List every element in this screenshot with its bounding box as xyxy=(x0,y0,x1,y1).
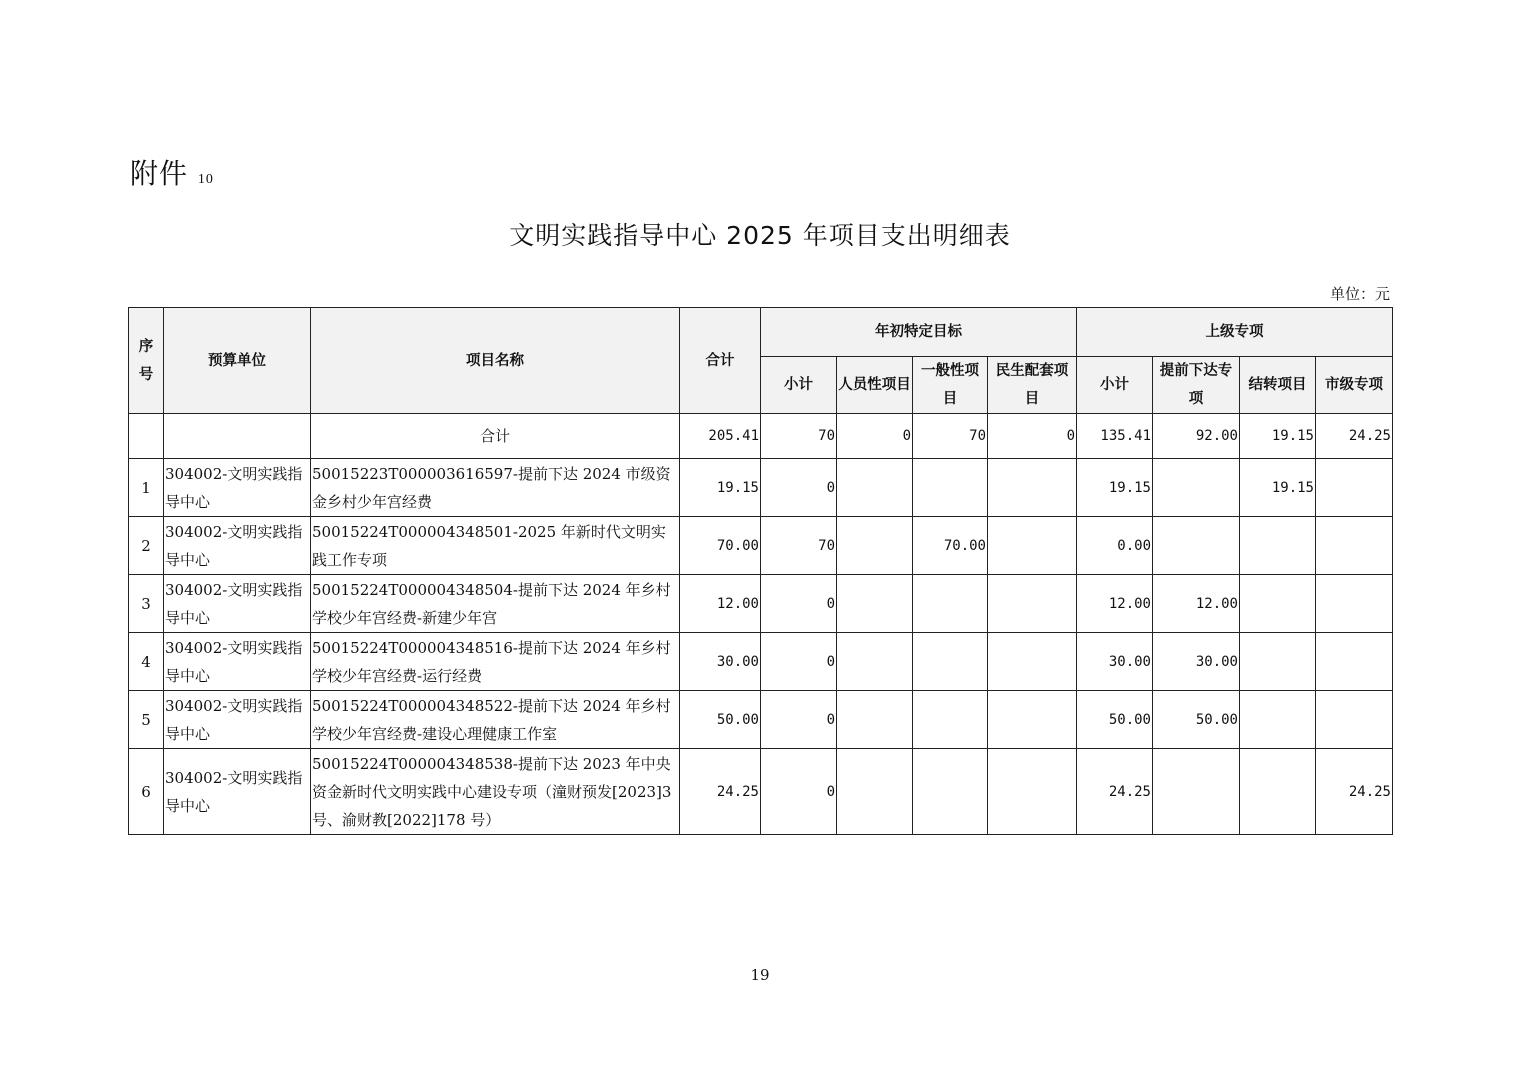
total-carryover: 19.15 xyxy=(1240,414,1316,459)
row-upper-subtotal: 30.00 xyxy=(1077,633,1153,691)
row-livelihood xyxy=(988,517,1077,575)
header-carryover: 结转项目 xyxy=(1240,357,1316,414)
table-row xyxy=(129,459,1393,517)
row-total: 70.00 xyxy=(680,517,761,575)
total-initial-subtotal: 70 xyxy=(761,414,837,459)
header-upper-subtotal: 小计 xyxy=(1077,357,1153,414)
attachment-label xyxy=(130,152,214,192)
row-unit: 304002-文明实践指导中心 xyxy=(164,691,311,749)
header-initial-subtotal: 小计 xyxy=(761,357,837,414)
row-general: 70.00 xyxy=(913,517,988,575)
row-initial-subtotal: 0 xyxy=(761,633,837,691)
row-general xyxy=(913,459,988,517)
row-seq: 6 xyxy=(129,749,164,835)
row-carryover: 19.15 xyxy=(1240,459,1316,517)
row-general xyxy=(913,575,988,633)
row-initial-subtotal: 0 xyxy=(761,575,837,633)
row-unit: 304002-文明实践指导中心 xyxy=(164,633,311,691)
header-municipal: 市级专项 xyxy=(1316,357,1393,414)
row-carryover xyxy=(1240,749,1316,835)
row-initial-subtotal: 0 xyxy=(761,459,837,517)
row-advance xyxy=(1153,749,1240,835)
table-row xyxy=(129,691,1393,749)
row-seq: 4 xyxy=(129,633,164,691)
table-row xyxy=(129,633,1393,691)
row-personnel xyxy=(837,575,913,633)
row-unit: 304002-文明实践指导中心 xyxy=(164,517,311,575)
attachment-number: 10 xyxy=(197,172,214,187)
row-total: 24.25 xyxy=(680,749,761,835)
row-personnel xyxy=(837,691,913,749)
row-seq: 2 xyxy=(129,517,164,575)
row-carryover xyxy=(1240,691,1316,749)
row-advance: 50.00 xyxy=(1153,691,1240,749)
header-seq: 序号 xyxy=(129,308,164,414)
row-carryover xyxy=(1240,633,1316,691)
total-general: 70 xyxy=(913,414,988,459)
row-advance xyxy=(1153,517,1240,575)
header-personnel: 人员性项目 xyxy=(837,357,913,414)
document-title: 文明实践指导中心 2025 年项目支出明细表 xyxy=(509,221,1011,250)
page-number: 19 xyxy=(750,966,770,984)
total-total: 205.41 xyxy=(680,414,761,459)
total-livelihood: 0 xyxy=(988,414,1077,459)
row-project: 50015224T000004348516-提前下达 2024 年乡村学校少年宫经费-运行经费 xyxy=(311,633,680,691)
row-project: 50015224T000004348538-提前下达 2023 年中央资金新时代文明实践中心建设专项（潼财预发[2023]3 号、渝财教[2022]178 号） xyxy=(311,749,680,835)
total-label: 合计 xyxy=(311,414,680,459)
row-total: 19.15 xyxy=(680,459,761,517)
row-project: 50015224T000004348504-提前下达 2024 年乡村学校少年宫经费-新建少年宫 xyxy=(311,575,680,633)
row-unit: 304002-文明实践指导中心 xyxy=(164,575,311,633)
row-municipal xyxy=(1316,633,1393,691)
row-livelihood xyxy=(988,691,1077,749)
row-carryover xyxy=(1240,575,1316,633)
row-upper-subtotal: 19.15 xyxy=(1077,459,1153,517)
table-row xyxy=(129,749,1393,835)
header-advance: 提前下达专项 xyxy=(1153,357,1240,414)
row-livelihood xyxy=(988,633,1077,691)
row-total: 50.00 xyxy=(680,691,761,749)
row-livelihood xyxy=(988,459,1077,517)
row-initial-subtotal: 0 xyxy=(761,691,837,749)
header-general: 一般性项目 xyxy=(913,357,988,414)
row-general xyxy=(913,749,988,835)
row-total: 12.00 xyxy=(680,575,761,633)
row-upper-subtotal: 0.00 xyxy=(1077,517,1153,575)
row-seq: 3 xyxy=(129,575,164,633)
row-initial-subtotal: 0 xyxy=(761,749,837,835)
row-personnel xyxy=(837,517,913,575)
table-total-row xyxy=(129,414,1393,459)
header-total: 合计 xyxy=(680,308,761,414)
table-row xyxy=(129,575,1393,633)
row-personnel xyxy=(837,749,913,835)
row-upper-subtotal: 24.25 xyxy=(1077,749,1153,835)
row-seq: 5 xyxy=(129,691,164,749)
row-municipal: 24.25 xyxy=(1316,749,1393,835)
row-livelihood xyxy=(988,749,1077,835)
row-municipal xyxy=(1316,459,1393,517)
row-general xyxy=(913,691,988,749)
row-advance: 12.00 xyxy=(1153,575,1240,633)
row-advance: 30.00 xyxy=(1153,633,1240,691)
row-municipal xyxy=(1316,517,1393,575)
project-expenditure-table xyxy=(128,307,1393,835)
row-initial-subtotal: 70 xyxy=(761,517,837,575)
row-upper-subtotal: 50.00 xyxy=(1077,691,1153,749)
row-municipal xyxy=(1316,575,1393,633)
header-livelihood: 民生配套项目 xyxy=(988,357,1077,414)
total-municipal: 24.25 xyxy=(1316,414,1393,459)
total-upper-subtotal: 135.41 xyxy=(1077,414,1153,459)
row-project: 50015223T000003616597-提前下达 2024 市级资金乡村少年宫经费 xyxy=(311,459,680,517)
row-unit: 304002-文明实践指导中心 xyxy=(164,459,311,517)
row-project: 50015224T000004348501-2025 年新时代文明实践工作专项 xyxy=(311,517,680,575)
total-seq xyxy=(129,414,164,459)
row-carryover xyxy=(1240,517,1316,575)
header-budget-unit: 预算单位 xyxy=(164,308,311,414)
row-seq: 1 xyxy=(129,459,164,517)
attachment-text: 附件 xyxy=(130,157,189,190)
total-advance: 92.00 xyxy=(1153,414,1240,459)
unit-label: 单位：元 xyxy=(1329,285,1390,303)
row-total: 30.00 xyxy=(680,633,761,691)
header-project-name: 项目名称 xyxy=(311,308,680,414)
total-unit xyxy=(164,414,311,459)
row-general xyxy=(913,633,988,691)
row-advance xyxy=(1153,459,1240,517)
header-group-upper: 上级专项 xyxy=(1077,308,1393,357)
row-project: 50015224T000004348522-提前下达 2024 年乡村学校少年宫经费-建设心理健康工作室 xyxy=(311,691,680,749)
row-personnel xyxy=(837,459,913,517)
table-row xyxy=(129,517,1393,575)
row-livelihood xyxy=(988,575,1077,633)
row-personnel xyxy=(837,633,913,691)
row-unit: 304002-文明实践指导中心 xyxy=(164,749,311,835)
row-municipal xyxy=(1316,691,1393,749)
row-upper-subtotal: 12.00 xyxy=(1077,575,1153,633)
header-group-initial: 年初特定目标 xyxy=(761,308,1077,357)
total-personnel: 0 xyxy=(837,414,913,459)
